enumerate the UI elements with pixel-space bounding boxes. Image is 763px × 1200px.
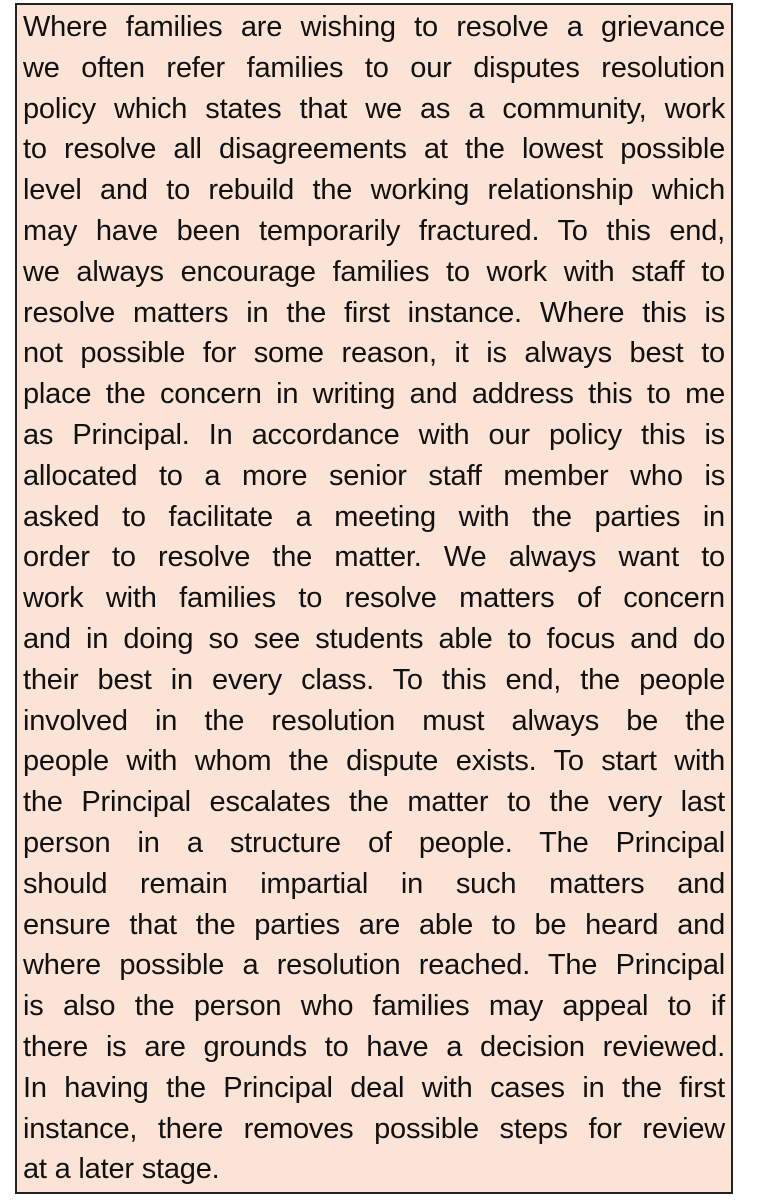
- text-line: where possible a resolution reached. The Principal: [23, 949, 725, 982]
- text-line: we always encourage families to work with staff to: [23, 255, 725, 288]
- text-line: may have been temporarily fractured. To this end,: [23, 214, 725, 247]
- text-line: involved in the resolution must always be the: [23, 704, 725, 737]
- text-line: ensure that the parties are able to be heard and: [23, 908, 725, 941]
- text-line: to resolve all disagreements at the lowest possible: [23, 133, 725, 166]
- text-line: In having the Principal deal with cases in the first: [23, 1071, 725, 1104]
- text-line: is also the person who families may appeal to if: [23, 990, 725, 1023]
- text-line: Where families are wishing to resolve a grievance: [23, 11, 725, 43]
- text-box: [15, 3, 733, 1194]
- text-line: place the concern in writing and address this to me: [23, 378, 725, 411]
- text-line: asked to facilitate a meeting with the parties in: [23, 500, 725, 533]
- text-line: there is are grounds to have a decision reviewed.: [23, 1030, 725, 1063]
- text-line: people with whom the dispute exists. To start with: [23, 745, 725, 778]
- text-line: order to resolve the matter. We always want to: [23, 541, 725, 574]
- text-line: their best in every class. To this end, the people: [23, 663, 725, 696]
- text-line: as Principal. In accordance with our policy this is: [23, 418, 725, 451]
- text-line: policy which states that we as a community, work: [23, 92, 725, 125]
- text-line: person in a structure of people. The Principal: [23, 826, 725, 859]
- text-line: level and to rebuild the working relationship which: [23, 174, 725, 207]
- text-line: not possible for some reason, it is always best to: [23, 337, 725, 370]
- text-line: resolve matters in the first instance. Where this is: [23, 296, 725, 329]
- text-line: instance, there removes possible steps for review: [23, 1112, 725, 1145]
- paragraph: [23, 7, 725, 1190]
- text-line: allocated to a more senior staff member who is: [23, 459, 725, 492]
- text-line: work with families to resolve matters of concern: [23, 582, 725, 615]
- text-line: at a later stage.: [23, 1153, 220, 1186]
- text-line: the Principal escalates the matter to the very last: [23, 786, 725, 819]
- text-line: we often refer families to our disputes resolution: [23, 51, 725, 84]
- text-line: should remain impartial in such matters and: [23, 867, 725, 900]
- text-line: and in doing so see students able to focus and do: [23, 622, 725, 655]
